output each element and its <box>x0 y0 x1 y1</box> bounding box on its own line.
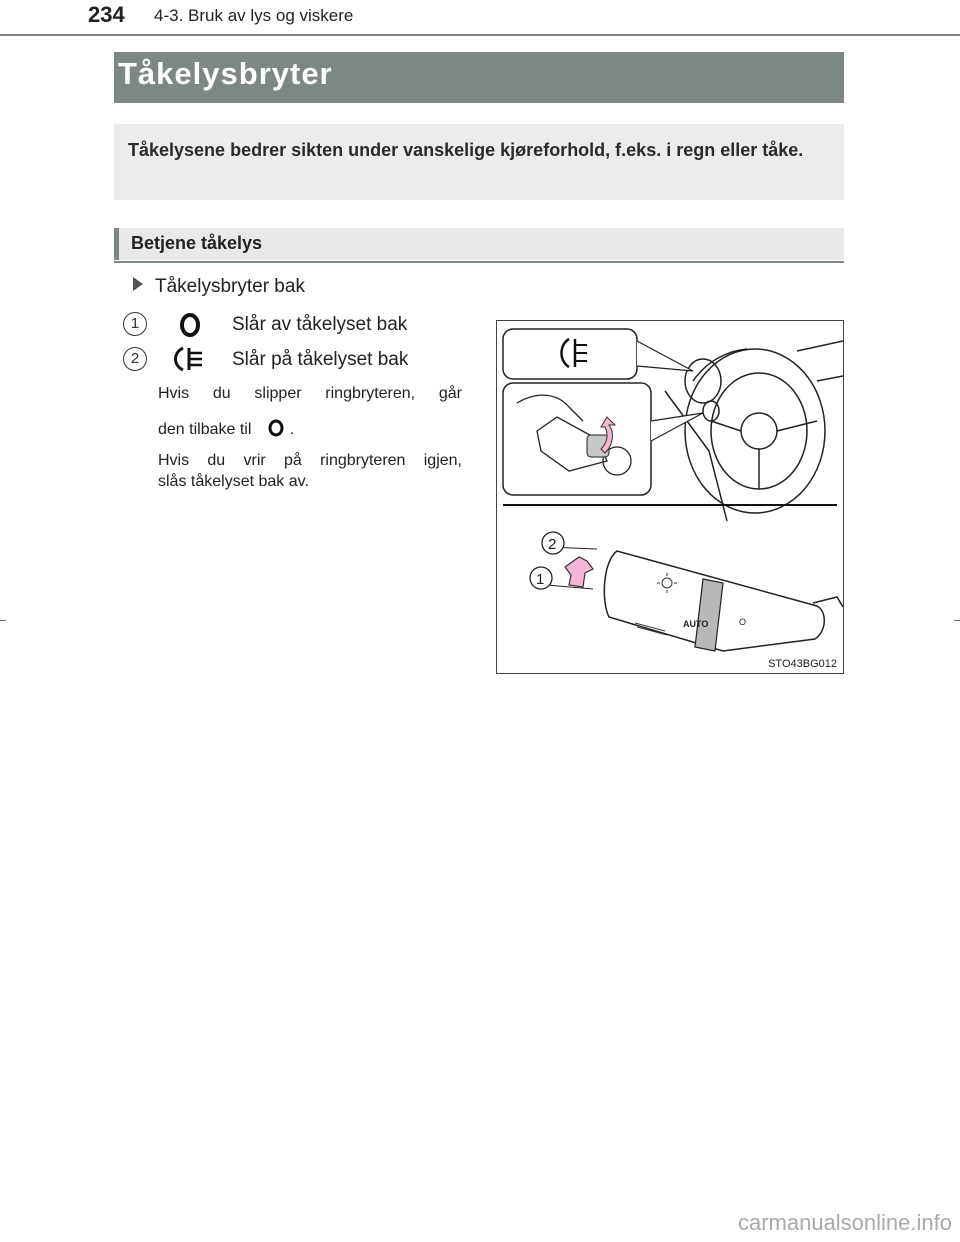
subheading-rule <box>114 261 844 263</box>
note-1-line-2 <box>158 419 294 439</box>
crop-mark-right <box>954 620 960 621</box>
triangle-bullet-icon <box>133 277 143 291</box>
rear-fog-light-icon <box>172 345 206 373</box>
subheading: Betjene tåkelys <box>131 233 263 253</box>
auto-label: AUTO <box>683 619 709 629</box>
item-2-label: Slår på tåkelyset bak <box>232 349 409 370</box>
note-2-line-1: Hvis du vrir på ringbryteren igjen, <box>158 452 462 469</box>
step-number-2: 2 <box>123 347 147 371</box>
off-position-icon <box>178 312 202 338</box>
note-1-period: . <box>289 421 295 438</box>
page-number: 234 <box>88 2 125 27</box>
step-number-1: 1 <box>123 312 147 336</box>
note-2-line-2: slås tåkelyset bak av. <box>158 473 309 490</box>
note-1-text: den tilbake til <box>158 421 252 438</box>
subheading-band <box>114 228 844 260</box>
chapter-title: 4-3. Bruk av lys og viskere <box>154 6 354 25</box>
callout-1: 1 <box>536 571 545 588</box>
intro-box <box>114 124 844 200</box>
callout-2: 2 <box>548 536 557 553</box>
note-1-line-1: Hvis du slipper ringbryteren, går <box>158 385 462 402</box>
item-1-label: Slår av tåkelyset bak <box>232 314 408 335</box>
bullet-label: Tåkelysbryter bak <box>155 276 305 297</box>
figure-code: STO43BG012 <box>768 658 837 670</box>
page-title: Tåkelysbryter <box>118 56 333 91</box>
intro-text: Tåkelysene bedrer sikten under vanskelige kjøreforhold, f.eks. i regn eller tåke. <box>128 140 804 160</box>
fog-switch-figure <box>496 320 844 674</box>
fog-switch-illustration <box>497 321 843 673</box>
watermark: carmanualsonline.info <box>737 1210 952 1235</box>
bullet-item <box>133 276 305 298</box>
crop-mark-left <box>0 620 6 621</box>
off-label: O <box>739 617 747 627</box>
section-title-band <box>114 52 844 103</box>
header-rule <box>0 34 960 36</box>
off-position-icon <box>266 419 286 437</box>
